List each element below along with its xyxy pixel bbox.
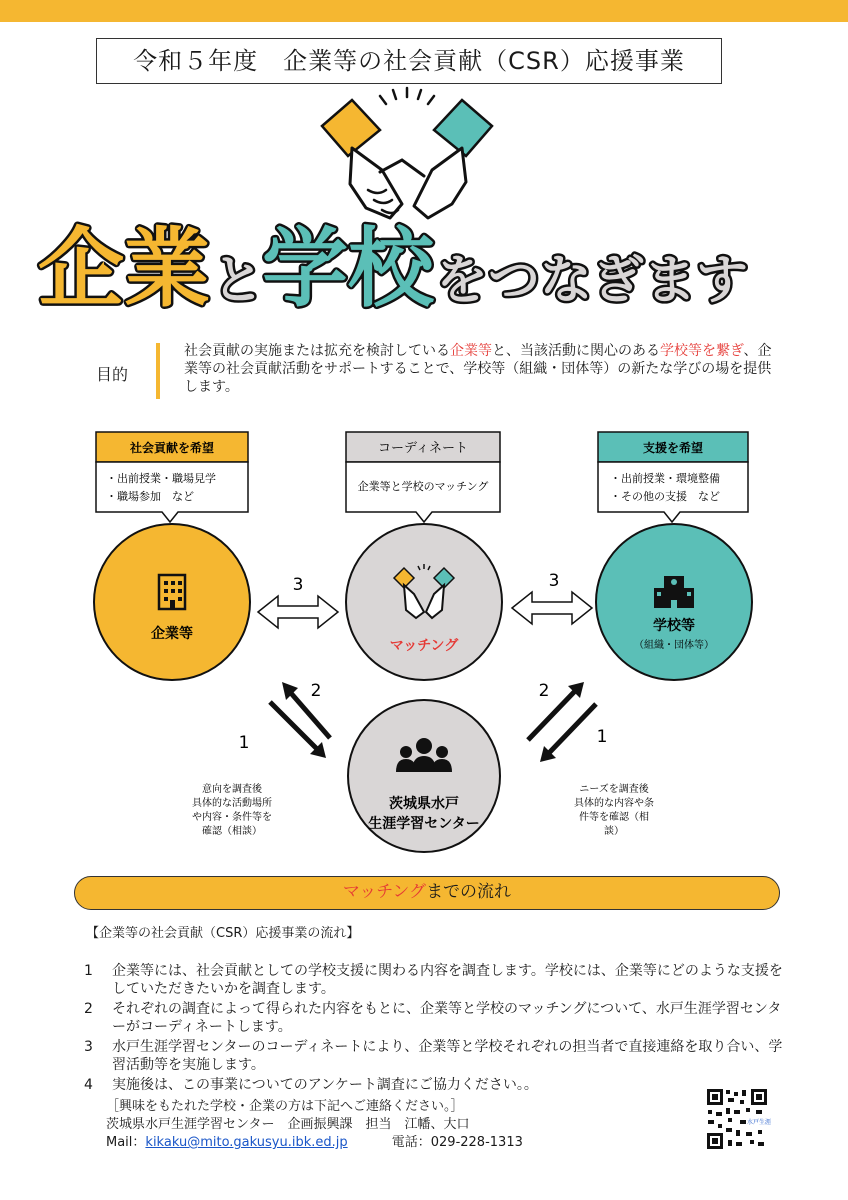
note-right-line2: 具体的な内容や条 — [574, 798, 654, 809]
note-left — [192, 782, 272, 837]
headline — [38, 219, 748, 319]
note-left-line4: 確認（相談） — [202, 826, 262, 837]
contact-intro: ［興味をもたれた学校・企業の方は下記へご連絡ください。］ — [106, 1099, 464, 1114]
purpose-label: 目的 — [96, 365, 129, 384]
list-item — [84, 1000, 784, 1036]
step-number: 4 — [84, 1077, 93, 1093]
contact-department: 茨城県水戸生涯学習センター 企画振興課 担当 江幡、大口 — [106, 1117, 470, 1132]
list-item — [84, 1076, 784, 1094]
diagonal-arrows-right — [528, 681, 607, 762]
note-left-line3: や内容・条件等を — [192, 812, 272, 823]
step-number-1-left: 1 — [238, 733, 250, 753]
circle-matching-label: マッチング — [389, 638, 459, 654]
callout-company-wish — [96, 432, 248, 522]
circle-center-line2: 生涯学習センター — [368, 816, 480, 832]
circle-school-label: 学校等 — [653, 618, 695, 634]
callout-school-title: 支援を希望 — [642, 441, 704, 455]
note-right — [574, 782, 654, 837]
contact-mail-label: Mail： — [106, 1135, 146, 1150]
note-right-line1: ニーズを調査後 — [579, 784, 649, 795]
purpose-highlight-company: 企業等 — [450, 343, 492, 359]
steps-list — [84, 962, 784, 1096]
double-arrow-left — [258, 575, 338, 628]
note-left-line2: 具体的な活動場所 — [192, 798, 272, 809]
diagonal-arrows-left — [239, 681, 330, 758]
list-item — [84, 1038, 784, 1074]
contact-mail-row — [106, 1134, 523, 1152]
step-number-1-right: 1 — [596, 727, 608, 747]
step-text: それぞれの調査によって得られた内容をもとに、企業等と学校のマッチングについて、水戸生涯学習センターがコーディネートします。 — [112, 1001, 782, 1035]
headline-word-company: 企業 — [38, 219, 210, 319]
callout-company-title: 社会貢献を希望 — [129, 441, 215, 455]
callout-coordinate — [346, 432, 500, 522]
step-number: 1 — [84, 963, 93, 979]
note-left-line1: 意向を調査後 — [202, 784, 262, 795]
circle-company-label: 企業等 — [151, 626, 193, 642]
sparkle-lines-icon — [380, 88, 434, 104]
callout-company-line2: ・職場参加 など — [106, 490, 194, 503]
matching-diagram — [0, 420, 848, 860]
top-accent-bar — [0, 0, 848, 22]
callout-school-line2: ・その他の支援 など — [610, 490, 720, 503]
step-number-2-left: 2 — [310, 681, 322, 701]
double-arrow-right — [512, 571, 592, 624]
steps-title: 【企業等の社会貢献（CSR）応援事業の流れ】 — [86, 926, 360, 941]
step-text: 水戸生涯学習センターのコーディネートにより、企業等と学校それぞれの担当者で直接連絡を取り合い、学習活動等を実施します。 — [112, 1039, 783, 1073]
flow-banner-rest: までの流れ — [426, 882, 512, 902]
step-number: 3 — [84, 1039, 93, 1055]
headline-particle-to: と — [212, 251, 265, 311]
step-text: 実施後は、この事業についてのアンケート調査にご協力ください。。 — [112, 1077, 538, 1093]
qr-code-label: 水戸生涯 — [746, 1119, 772, 1126]
circle-center — [348, 700, 500, 852]
step-number-2-right: 2 — [538, 681, 550, 701]
qr-code-icon[interactable] — [706, 1088, 772, 1150]
contact-block — [106, 1098, 523, 1152]
contact-mail-link[interactable]: kikaku@mito.gakusyu.ibk.ed.jp — [145, 1135, 348, 1150]
circle-school-sub: （組織・団体等） — [634, 640, 714, 651]
circle-center-line1: 茨城県水戸 — [389, 796, 459, 812]
callout-school-line1: ・出前授業・環境整備 — [610, 472, 720, 485]
note-right-line4: 談） — [604, 826, 624, 837]
flow-banner-highlight: マッチング — [342, 882, 427, 902]
purpose-highlight-school: 学校等を繋ぎ — [660, 343, 744, 359]
note-right-line3: 件等を確認（相 — [579, 812, 649, 823]
purpose-text-b: と、当該活動に関心のある — [492, 343, 660, 359]
contact-phone: 電話：029-228-1313 — [391, 1135, 523, 1150]
headline-word-school: 学校 — [262, 219, 434, 319]
purpose-text-a: 社会貢献の実施または拡充を検討している — [184, 343, 450, 359]
callout-coordinate-title: コーディネート — [378, 441, 468, 456]
handshake-icon — [322, 100, 492, 218]
hero-graphic — [0, 86, 848, 322]
purpose-text — [184, 342, 784, 396]
list-item — [84, 962, 784, 998]
circle-matching — [346, 524, 502, 680]
callout-company-line1: ・出前授業・職場見学 — [106, 472, 216, 485]
callout-coordinate-line1: 企業等と学校のマッチング — [357, 480, 489, 493]
circle-school — [596, 524, 752, 680]
page-title: 令和５年度 企業等の社会貢献（CSR）応援事業 — [96, 38, 722, 84]
purpose-accent-bar — [156, 343, 160, 399]
step-number-3-right: 3 — [548, 571, 560, 591]
callout-school-wish — [598, 432, 748, 522]
step-number: 2 — [84, 1001, 93, 1017]
step-number-3-left: 3 — [292, 575, 304, 595]
step-text: 企業等には、社会貢献としての学校支援に関わる内容を調査します。学校には、企業等にどのような支援をしていただきたいかを調査します。 — [112, 963, 783, 997]
purpose-text-c: 、企業等の社会貢献活動をサポートすることで、学校等（組織・団体等）の新たな学びの場を提供します。 — [184, 343, 772, 395]
circle-company — [94, 524, 250, 680]
flow-banner — [74, 876, 780, 910]
headline-rest: をつなぎます — [436, 251, 749, 311]
